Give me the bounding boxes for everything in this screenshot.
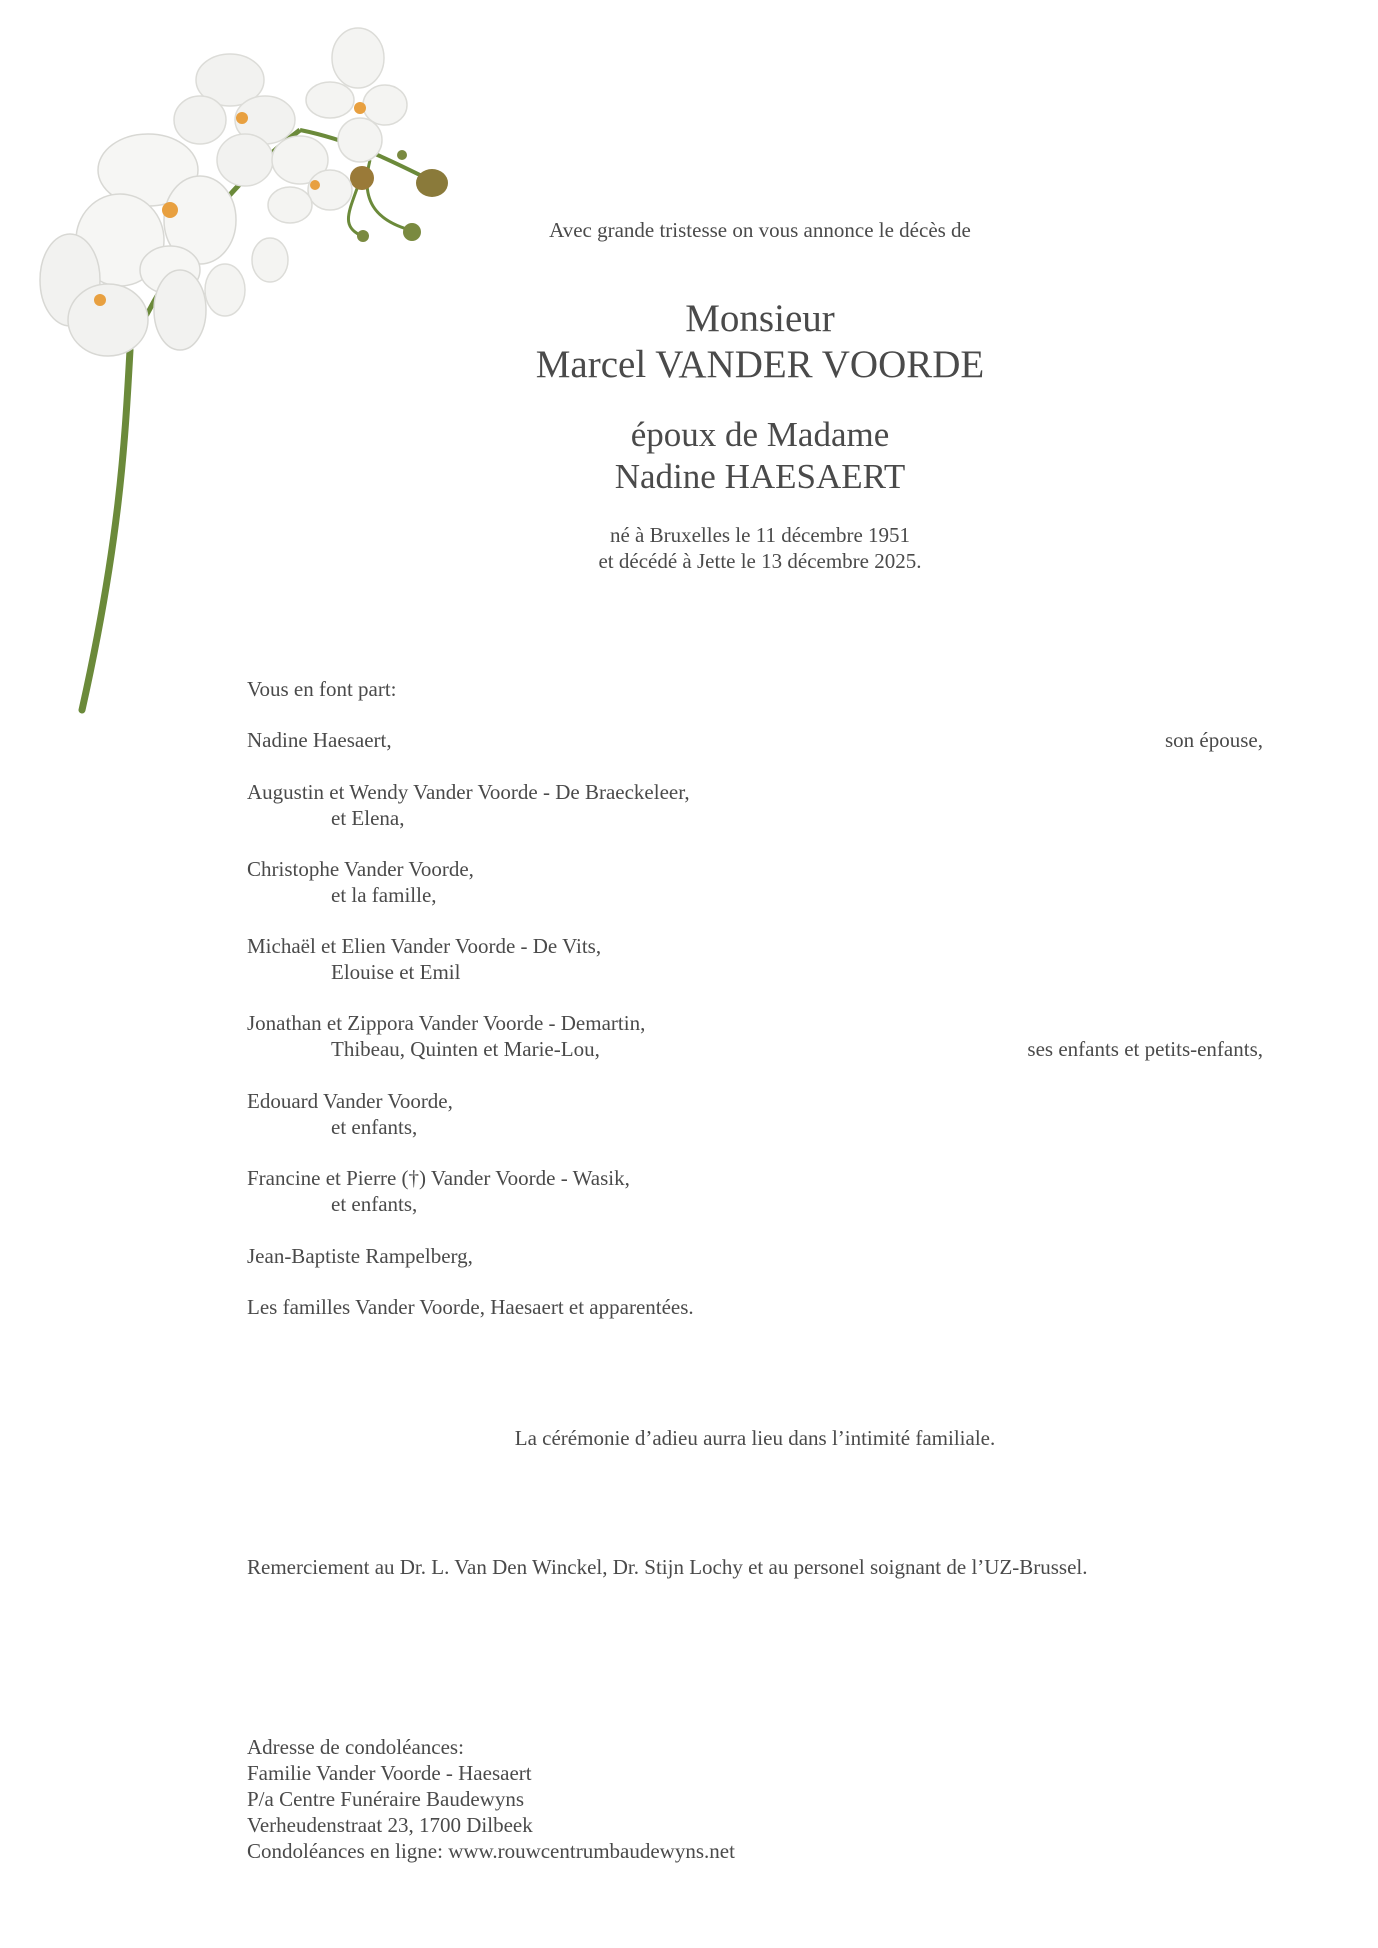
family-entry-sub: Thibeau, Quinten et Marie-Lou, — [331, 1037, 600, 1061]
birth-date: né à Bruxelles le 11 décembre 1951 — [609, 523, 911, 547]
thanks-text: Remerciement au Dr. L. Van Den Winckel, Dr. Stijn Lochy et au personel soignant de l’UZ-Brussel. — [247, 1555, 1088, 1579]
address-online[interactable]: Condoléances en ligne: www.rouwcentrumbaudewyns.net — [247, 1839, 735, 1863]
spouse-relation: époux de Madame — [630, 415, 890, 454]
family-entry-sub: et enfants, — [331, 1115, 418, 1139]
death-date: et décédé à Jette le 13 décembre 2025. — [598, 549, 922, 573]
family-other-2: Les familles Vander Voorde, Haesaert et apparentées. — [247, 1295, 694, 1319]
family-entry-sub: et la famille, — [331, 883, 437, 907]
family-entry-main: Christophe Vander Voorde, — [247, 857, 474, 881]
spouse-name — [500, 414, 1020, 498]
family-entry-sub: et Elena, — [331, 806, 405, 830]
family-entry-sub: Elouise et Emil — [331, 960, 461, 984]
family-other-1: Jean-Baptiste Rampelberg, — [247, 1244, 473, 1268]
family-entry-main: Michaël et Elien Vander Voorde - De Vits, — [247, 934, 602, 958]
ceremony-text: La cérémonie d’adieu aurra lieu dans l’intimité familiale. — [514, 1426, 996, 1450]
family-entry-main: Francine et Pierre (†) Vander Voorde - Wasik, — [247, 1166, 630, 1190]
orchid-illustration — [30, 20, 470, 720]
family-spouse-role: son épouse, — [1165, 728, 1263, 752]
family-entry-main: Jonathan et Zippora Vander Voorde - Demartin, — [247, 1011, 646, 1035]
family-entry-main: Edouard Vander Voorde, — [247, 1089, 453, 1113]
address-line: Familie Vander Voorde - Haesaert — [247, 1761, 532, 1785]
deceased-fullname: Marcel VANDER VOORDE — [535, 343, 985, 386]
family-heading: Vous en font part: — [247, 677, 397, 701]
deceased-name — [500, 296, 1020, 388]
family-entry-main: Augustin et Wendy Vander Voorde - De Braeckeleer, — [247, 780, 690, 804]
family-entry-sub: et enfants, — [331, 1192, 418, 1216]
life-dates — [500, 522, 1020, 574]
address-heading: Adresse de condoléances: — [247, 1735, 464, 1759]
family-children-role: ses enfants et petits-enfants, — [1027, 1037, 1263, 1061]
address-line: Verheudenstraat 23, 1700 Dilbeek — [247, 1813, 533, 1837]
intro-text: Avec grande tristesse on vous annonce le décès de — [549, 218, 971, 242]
address-line: P/a Centre Funéraire Baudewyns — [247, 1787, 525, 1811]
deceased-title: Monsieur — [685, 297, 835, 340]
family-spouse-name: Nadine Haesaert, — [247, 728, 392, 752]
spouse-fullname: Nadine HAESAERT — [614, 457, 906, 496]
